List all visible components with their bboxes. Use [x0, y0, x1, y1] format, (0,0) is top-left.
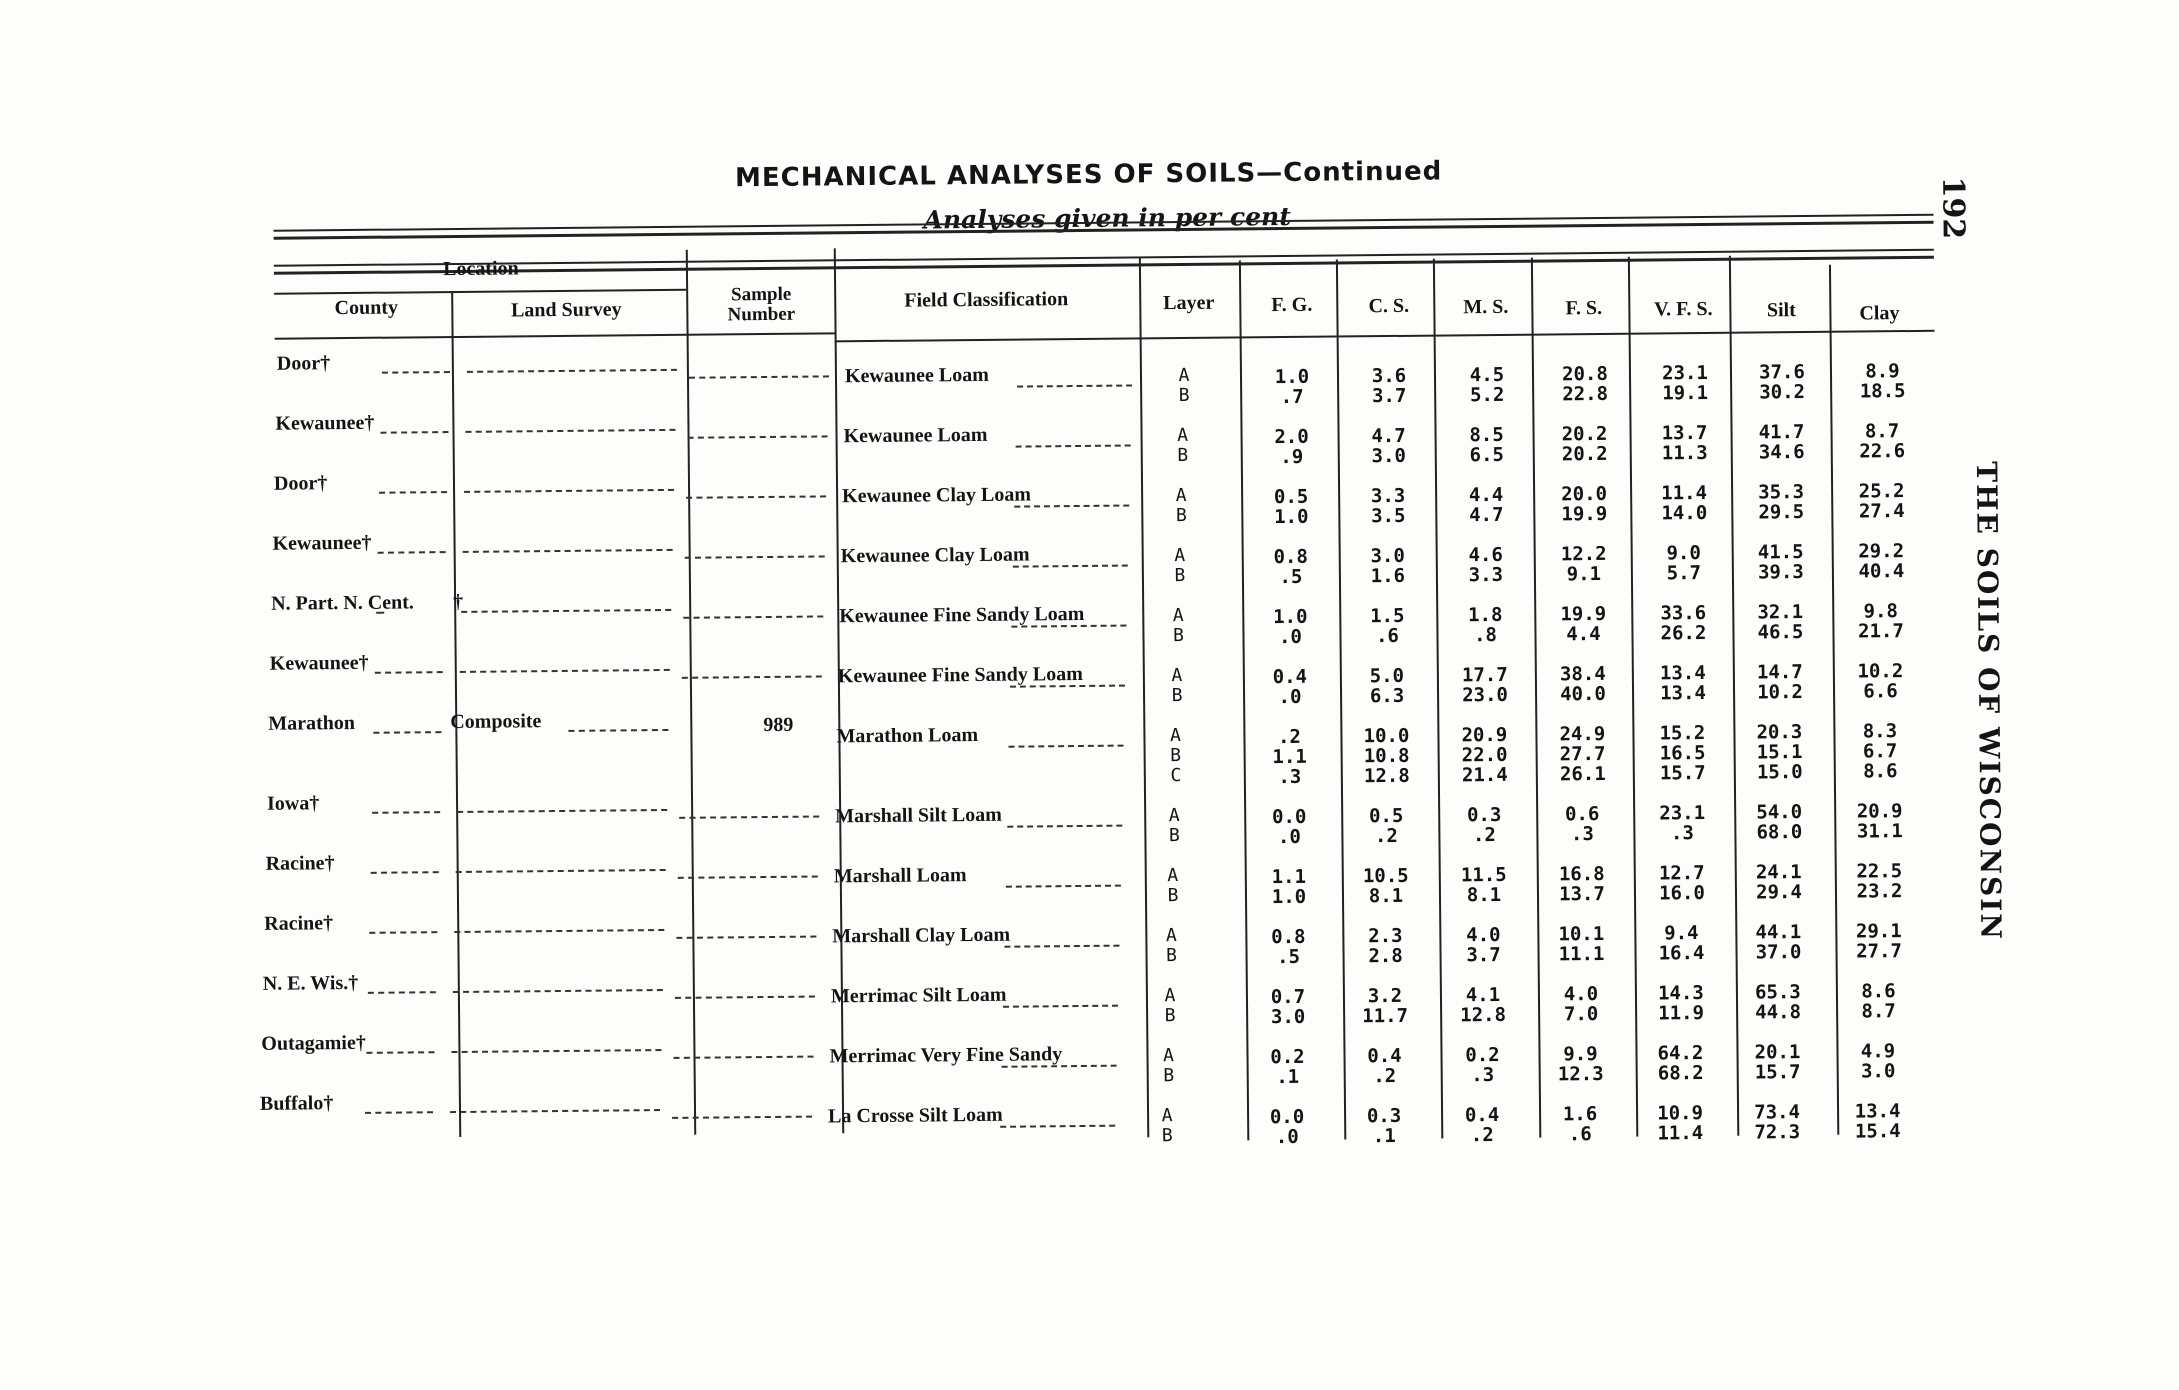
- header-layer: Layer: [1163, 291, 1215, 315]
- clay-cell: 8.3 6.7 8.6: [1862, 720, 1898, 783]
- sample-leader: [676, 936, 816, 939]
- cs-cell: 3.0 1.6: [1370, 544, 1406, 588]
- land-survey-leader: [454, 929, 664, 933]
- land-survey-leader: [465, 429, 675, 433]
- clay-cell: 25.2 27.4: [1858, 480, 1905, 523]
- field-classification-cell: Marshall Loam: [833, 864, 967, 888]
- county-leader: [371, 871, 439, 874]
- cs-cell: 10.0 10.8 12.8: [1363, 724, 1410, 788]
- header-clay: Clay: [1859, 302, 1900, 325]
- sample-leader: [685, 555, 825, 558]
- field-leader: [1000, 1125, 1115, 1128]
- field-leader: [1009, 745, 1124, 748]
- county-cell: Kewaunee†: [275, 411, 375, 435]
- sample-leader: [679, 816, 819, 819]
- col-rule-fs: [1628, 257, 1638, 1137]
- field-classification-cell: Marshall Clay Loam: [832, 923, 1011, 948]
- field-classification-cell: Marathon Loam: [836, 723, 979, 748]
- field-leader: [1007, 825, 1122, 828]
- field-leader: [1006, 885, 1121, 888]
- land-survey-cell: †: [453, 590, 464, 614]
- field-classification-cell: Kewaunee Clay Loam: [840, 543, 1030, 568]
- silt-cell: 44.1 37.0: [1755, 921, 1802, 964]
- ms-cell: 4.5 5.2: [1469, 363, 1505, 407]
- clay-cell: 8.9 18.5: [1859, 360, 1906, 403]
- vfs-cell: 12.7 16.0: [1658, 862, 1705, 905]
- fg-cell: 0.0 .0: [1271, 805, 1307, 849]
- header-fs: F. S.: [1565, 296, 1603, 320]
- header-county: County: [334, 296, 399, 320]
- land-survey-leader: [450, 1109, 660, 1113]
- vfs-cell: 13.7 11.3: [1661, 421, 1708, 465]
- ms-cell: 4.1 12.8: [1460, 983, 1507, 1027]
- clay-cell: 10.2 6.6: [1857, 660, 1904, 703]
- county-leader: [365, 1111, 433, 1114]
- county-cell: Iowa†: [266, 792, 320, 815]
- silt-cell: 54.0 68.0: [1756, 801, 1803, 844]
- fg-cell: 0.2 .1: [1270, 1045, 1305, 1089]
- field-leader: [1010, 685, 1125, 688]
- land-survey-leader: [467, 369, 677, 373]
- header-location: Location: [443, 257, 519, 281]
- field-leader: [1011, 625, 1126, 628]
- location-subrule: [274, 289, 686, 295]
- fs-cell: 1.6 .6: [1562, 1103, 1598, 1146]
- field-leader: [1013, 565, 1128, 568]
- fg-cell: .2 1.1 .3: [1272, 725, 1307, 789]
- ms-cell: 0.4 .2: [1464, 1103, 1500, 1147]
- county-leader: [373, 731, 441, 734]
- cs-cell: 10.5 8.1: [1362, 864, 1409, 908]
- silt-cell: 24.1 29.4: [1755, 861, 1802, 904]
- sample-leader: [678, 876, 818, 879]
- header-bottom-rule-right: [835, 330, 1935, 343]
- field-leader: [1002, 1065, 1117, 1068]
- county-leader: [366, 1051, 434, 1054]
- field-leader: [1003, 1005, 1118, 1008]
- ms-cell: 1.8 .8: [1468, 603, 1503, 647]
- field-classification-cell: Kewaunee Fine Sandy Loam: [837, 662, 1083, 688]
- land-survey-leader: [460, 669, 670, 673]
- vfs-cell: 14.3 11.9: [1657, 982, 1705, 1025]
- fg-cell: 1.0 .0: [1273, 605, 1308, 649]
- clay-cell: 29.1 27.7: [1855, 920, 1903, 963]
- land-survey-leader: [568, 729, 668, 732]
- cs-cell: 5.0 6.3: [1369, 664, 1405, 708]
- ms-cell: 17.7 23.0: [1461, 663, 1509, 707]
- county-leader: [368, 991, 436, 994]
- silt-cell: 41.5 39.3: [1757, 541, 1804, 584]
- layer-cell: A B: [1174, 544, 1186, 587]
- clay-cell: 13.4 15.4: [1854, 1100, 1901, 1143]
- field-classification-cell: Kewaunee Loam: [844, 363, 989, 388]
- layer-cell: A B: [1162, 1045, 1175, 1087]
- vfs-cell: 33.6 26.2: [1660, 601, 1707, 645]
- layer-cell: A B: [1168, 805, 1180, 847]
- land-survey-leader: [463, 549, 673, 553]
- vfs-cell: 64.2 68.2: [1657, 1042, 1704, 1085]
- fs-cell: 19.9 4.4: [1560, 602, 1607, 646]
- header-sample-line2: Number: [727, 303, 796, 326]
- vfs-cell: 11.4 14.0: [1661, 481, 1708, 525]
- land-survey-leader: [453, 989, 663, 993]
- page-number: 192: [1935, 176, 1971, 240]
- vfs-cell: 13.4 13.4: [1659, 661, 1707, 705]
- fs-cell: 20.8 22.8: [1561, 362, 1609, 406]
- field-leader: [1004, 945, 1119, 948]
- layer-cell: A B: [1164, 985, 1176, 1027]
- clay-cell: 9.8 21.7: [1857, 600, 1904, 643]
- layer-cell: A B: [1175, 484, 1187, 527]
- clay-cell: 29.2 40.4: [1858, 540, 1905, 583]
- silt-cell: 32.1 46.5: [1757, 601, 1804, 644]
- fg-cell: 1.0 .7: [1274, 365, 1310, 409]
- cs-cell: 0.4 .2: [1367, 1044, 1402, 1088]
- county-cell: Racine†: [264, 912, 334, 935]
- vfs-cell: 9.4 16.4: [1658, 922, 1705, 965]
- header-silt: Silt: [1766, 299, 1796, 322]
- ms-cell: 4.0 3.7: [1466, 923, 1501, 967]
- field-classification-cell: Kewaunee Fine Sandy Loam: [839, 602, 1085, 628]
- cs-cell: 3.3 3.5: [1370, 484, 1406, 528]
- fg-cell: 0.4 .0: [1272, 665, 1308, 709]
- header-vfs: V. F. S.: [1654, 297, 1713, 321]
- header-ms: M. S.: [1463, 295, 1509, 319]
- sample-leader: [674, 1056, 814, 1059]
- field-leader: [1017, 384, 1132, 387]
- silt-cell: 37.6 30.2: [1758, 361, 1806, 404]
- cs-cell: 3.6 3.7: [1371, 364, 1407, 408]
- silt-cell: 20.1 15.7: [1754, 1041, 1801, 1084]
- silt-cell: 73.4 72.3: [1754, 1101, 1801, 1144]
- silt-cell: 14.7 10.2: [1756, 661, 1804, 704]
- county-leader: [375, 671, 443, 674]
- county-cell: Door†: [273, 472, 328, 495]
- county-leader: [376, 612, 384, 614]
- vfs-cell: 23.1 19.1: [1661, 361, 1709, 405]
- header-land-survey: Land Survey: [510, 298, 622, 322]
- header-field-classification: Field Classification: [904, 288, 1069, 312]
- col-rule-field: [1139, 257, 1149, 1137]
- county-cell: Marathon: [268, 711, 356, 735]
- cs-cell: 4.7 3.0: [1371, 424, 1407, 468]
- ms-cell: 11.5 8.1: [1460, 863, 1507, 907]
- col-rule-land: [686, 250, 696, 1135]
- county-cell: Door†: [276, 352, 331, 375]
- vfs-cell: 23.1 .3: [1659, 802, 1706, 845]
- clay-cell: 22.5 23.2: [1856, 860, 1903, 903]
- fs-cell: 20.2 20.2: [1561, 422, 1608, 466]
- county-leader: [372, 811, 440, 814]
- layer-cell: A B C: [1169, 725, 1182, 787]
- col-rule-cs: [1433, 259, 1443, 1139]
- page-title: MECHANICAL ANALYSES OF SOILS—Continued: [734, 156, 1443, 194]
- ms-cell: 0.2 .3: [1465, 1043, 1500, 1087]
- clay-cell: 20.9 31.1: [1856, 800, 1903, 843]
- field-leader: [1016, 445, 1131, 448]
- layer-cell: A B: [1171, 665, 1183, 707]
- land-survey-leader: [451, 1049, 661, 1053]
- county-cell: Kewaunee†: [272, 531, 372, 555]
- fs-cell: 24.9 27.7 26.1: [1559, 722, 1606, 786]
- land-survey-leader: [461, 609, 671, 613]
- cs-cell: 0.3 .1: [1366, 1104, 1402, 1148]
- cs-cell: 2.3 2.8: [1368, 924, 1403, 968]
- fs-cell: 16.8 13.7: [1558, 862, 1605, 906]
- field-classification-cell: Marshall Silt Loam: [835, 803, 1002, 828]
- county-leader: [378, 551, 446, 554]
- fg-cell: 2.0 .9: [1274, 425, 1309, 469]
- header-sample-line1: Sample: [730, 283, 792, 306]
- land-survey-leader: [456, 869, 666, 873]
- field-classification-cell: Kewaunee Loam: [843, 423, 988, 448]
- sample-leader: [686, 495, 826, 498]
- sample-leader: [682, 675, 822, 678]
- ms-cell: 0.3 .2: [1466, 803, 1502, 847]
- vfs-cell: 15.2 16.5 15.7: [1659, 722, 1706, 785]
- county-cell: Outagamie†: [261, 1031, 366, 1055]
- layer-cell: A B: [1177, 424, 1189, 467]
- fg-cell: 0.7 3.0: [1270, 985, 1306, 1029]
- silt-cell: 20.3 15.1 15.0: [1756, 721, 1803, 784]
- county-cell: N. E. Wis.†: [262, 971, 359, 995]
- field-leader: [1014, 505, 1129, 508]
- fs-cell: 10.1 11.1: [1558, 922, 1605, 966]
- field-classification-cell: Merrimac Very Fine Sandy: [829, 1043, 1063, 1068]
- page-subtitle: Analyses given in per cent: [923, 201, 1291, 235]
- col-rule-ms: [1531, 258, 1541, 1138]
- fs-cell: 38.4 40.0: [1559, 662, 1607, 706]
- clay-cell: 8.7 22.6: [1859, 420, 1906, 463]
- silt-cell: 35.3 29.5: [1758, 481, 1805, 524]
- field-classification-cell: La Crosse Silt Loam: [827, 1103, 1003, 1128]
- fs-cell: 4.0 7.0: [1563, 983, 1599, 1026]
- clay-cell: 4.9 3.0: [1860, 1040, 1896, 1083]
- fs-cell: 20.0 19.9: [1561, 482, 1608, 526]
- silt-cell: 41.7 34.6: [1758, 421, 1805, 464]
- header-bottom-rule-left: [275, 332, 835, 339]
- clay-cell: 8.6 8.7: [1861, 980, 1896, 1023]
- cs-cell: 3.2 11.7: [1362, 984, 1409, 1028]
- fs-cell: 0.6 .3: [1564, 803, 1600, 846]
- cs-cell: 0.5 .2: [1368, 804, 1404, 848]
- county-cell: Kewaunee†: [269, 651, 369, 675]
- sample-leader: [672, 1116, 812, 1119]
- county-cell: Racine†: [265, 852, 335, 875]
- silt-cell: 65.3 44.8: [1754, 981, 1802, 1024]
- land-survey-leader: [457, 809, 667, 813]
- land-survey-leader: [464, 489, 674, 493]
- sample-leader: [683, 615, 823, 618]
- layer-cell: A B: [1165, 925, 1178, 967]
- fs-cell: 12.2 9.1: [1560, 542, 1607, 586]
- fg-cell: 0.0 .0: [1269, 1105, 1305, 1149]
- fg-cell: 0.8 .5: [1273, 545, 1308, 589]
- sample-cell: 989: [763, 713, 794, 737]
- vfs-cell: 9.0 5.7: [1666, 542, 1702, 585]
- county-leader: [380, 431, 448, 434]
- running-head: THE SOILS OF WISCONSIN: [1969, 461, 2008, 942]
- county-cell: N. Part. N. Cent.: [271, 591, 414, 615]
- ms-cell: 20.9 22.0 21.4: [1461, 723, 1508, 787]
- layer-cell: A B: [1167, 865, 1179, 907]
- vfs-cell: 10.9 11.4: [1657, 1102, 1704, 1145]
- ms-cell: 4.4 4.7: [1468, 483, 1504, 527]
- county-cell: Buffalo†: [259, 1092, 334, 1115]
- header-fg: F. G.: [1271, 293, 1313, 317]
- fg-cell: 0.5 1.0: [1273, 485, 1309, 529]
- county-leader: [379, 491, 447, 494]
- ms-cell: 4.6 3.3: [1468, 543, 1504, 587]
- county-leader: [369, 931, 437, 934]
- sample-leader: [689, 375, 829, 378]
- cs-cell: 1.5 .6: [1370, 604, 1405, 648]
- ms-cell: 8.5 6.5: [1469, 423, 1505, 467]
- field-classification-cell: Merrimac Silt Loam: [830, 983, 1007, 1008]
- layer-cell: A B: [1161, 1105, 1173, 1147]
- fg-cell: 0.8 .5: [1271, 925, 1306, 969]
- fs-cell: 9.9 12.3: [1557, 1043, 1604, 1086]
- sample-leader: [688, 435, 828, 438]
- land-survey-cell: Composite: [450, 710, 542, 734]
- header-cs: C. S.: [1368, 294, 1410, 318]
- layer-cell: A B: [1178, 364, 1190, 407]
- county-leader: [382, 371, 450, 374]
- layer-cell: A B: [1172, 605, 1185, 647]
- sample-leader: [675, 996, 815, 999]
- field-classification-cell: Kewaunee Clay Loam: [842, 483, 1032, 508]
- fg-cell: 1.1 1.0: [1271, 865, 1307, 909]
